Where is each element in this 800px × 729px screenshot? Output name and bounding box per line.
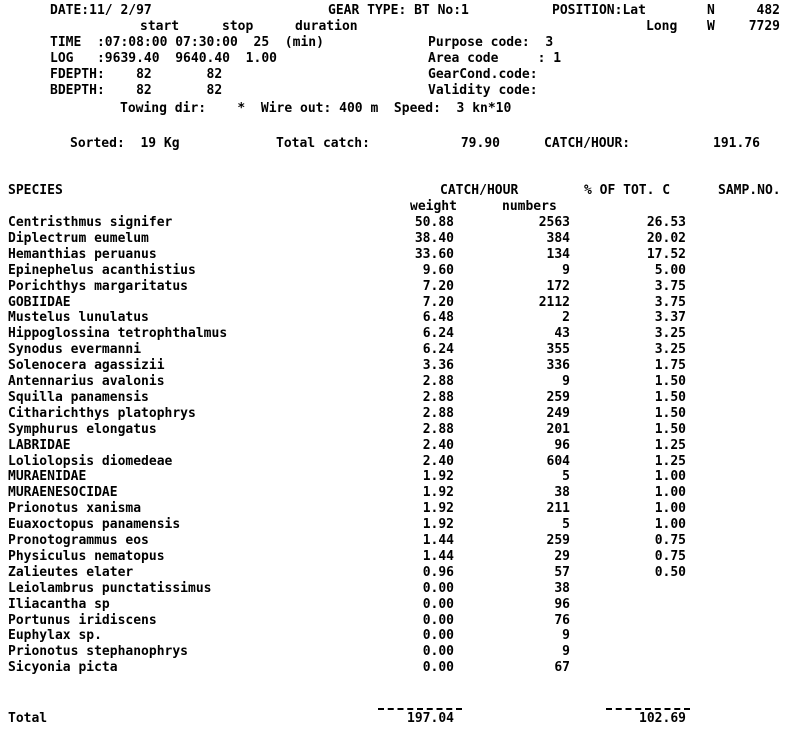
row-numbers: 9	[562, 628, 570, 643]
species-name: Portunus iridiscens	[8, 613, 157, 628]
gear-type: GEAR TYPE: BT No:1	[328, 3, 469, 18]
row-weight: 0.00	[422, 644, 454, 659]
row-weight: 7.20	[422, 295, 454, 310]
species-name: Porichthys margaritatus	[8, 279, 189, 294]
row-numbers: 5	[562, 517, 570, 532]
row-numbers: 2	[562, 310, 570, 325]
row-pct: 3.25	[654, 326, 686, 341]
position-label: POSITION:Lat	[552, 3, 646, 18]
species-name: Citharichthys platophrys	[8, 406, 196, 421]
log-row: LOG :9639.40 9640.40 1.00	[50, 51, 277, 66]
species-name: Mustelus lunulatus	[8, 310, 149, 325]
row-weight: 50.88	[414, 215, 454, 230]
towing-row: Towing dir: * Wire out: 400 m Speed: 3 kn*10	[120, 101, 512, 116]
species-name: Hippoglossina tetrophthalmus	[8, 326, 228, 341]
species-name: Euphylax sp.	[8, 628, 102, 643]
row-weight: 0.96	[422, 565, 454, 580]
row-numbers: 2112	[538, 295, 570, 310]
purpose-code: Purpose code: 3	[428, 35, 554, 50]
row-weight: 1.92	[422, 469, 454, 484]
row-weight: 9.60	[422, 263, 454, 278]
fdepth-row: FDEPTH: 82 82	[50, 67, 223, 82]
row-numbers: 259	[546, 390, 570, 405]
species-name: Diplectrum eumelum	[8, 231, 149, 246]
pct-header: % OF TOT. C	[584, 183, 671, 198]
row-pct: 0.50	[654, 565, 686, 580]
row-pct: 1.25	[654, 454, 686, 469]
row-numbers: 29	[554, 549, 570, 564]
weight-header: weight	[410, 199, 457, 214]
row-numbers: 9	[562, 644, 570, 659]
row-weight: 2.40	[422, 454, 454, 469]
row-numbers: 9	[562, 374, 570, 389]
lat-hemisphere: N	[707, 3, 715, 18]
row-numbers: 76	[554, 613, 570, 628]
species-name: Squilla panamensis	[8, 390, 149, 405]
species-name: Zalieutes elater	[8, 565, 134, 580]
species-name: Centristhmus signifer	[8, 215, 173, 230]
long-hemisphere: W	[707, 19, 715, 34]
species-name: Euaxoctopus panamensis	[8, 517, 181, 532]
pct-total-rule	[606, 708, 690, 710]
row-pct: 17.52	[646, 247, 686, 262]
row-pct: 1.50	[654, 390, 686, 405]
row-pct: 3.25	[654, 342, 686, 357]
col-duration: duration	[295, 19, 358, 34]
col-stop: stop	[222, 19, 254, 34]
row-pct: 1.00	[654, 517, 686, 532]
catch-hour-label: CATCH/HOUR:	[544, 136, 631, 151]
row-numbers: 211	[546, 501, 570, 516]
row-weight: 0.00	[422, 581, 454, 596]
species-name: Symphurus elongatus	[8, 422, 157, 437]
row-weight: 1.92	[422, 485, 454, 500]
row-pct: 1.50	[654, 422, 686, 437]
row-pct: 1.00	[654, 469, 686, 484]
row-weight: 6.24	[422, 326, 454, 341]
row-weight: 0.00	[422, 628, 454, 643]
row-weight: 33.60	[414, 247, 454, 262]
validity-code: Validity code:	[428, 83, 538, 98]
row-weight: 1.92	[422, 517, 454, 532]
row-numbers: 336	[546, 358, 570, 373]
total-label: Total	[8, 711, 48, 726]
row-numbers: 9	[562, 263, 570, 278]
row-pct: 3.75	[654, 295, 686, 310]
row-pct: 26.53	[646, 215, 686, 230]
row-pct: 1.00	[654, 485, 686, 500]
species-name: Synodus evermanni	[8, 342, 142, 357]
row-numbers: 259	[546, 533, 570, 548]
row-numbers: 172	[546, 279, 570, 294]
species-name: Hemanthias peruanus	[8, 247, 157, 262]
row-numbers: 355	[546, 342, 570, 357]
row-weight: 2.88	[422, 422, 454, 437]
row-pct: 1.50	[654, 406, 686, 421]
species-name: MURAENESOCIDAE	[8, 485, 118, 500]
species-name: Prionotus xanisma	[8, 501, 142, 516]
row-numbers: 134	[546, 247, 570, 262]
row-pct: 20.02	[646, 231, 686, 246]
row-pct: 1.00	[654, 501, 686, 516]
row-numbers: 249	[546, 406, 570, 421]
species-name: GOBIIDAE	[8, 295, 71, 310]
row-weight: 6.48	[422, 310, 454, 325]
row-weight: 2.88	[422, 406, 454, 421]
species-name: Pronotogrammus eos	[8, 533, 149, 548]
row-pct: 0.75	[654, 549, 686, 564]
row-weight: 6.24	[422, 342, 454, 357]
long-value: 7729	[748, 19, 780, 34]
species-header: SPECIES	[8, 183, 63, 198]
area-code: Area code : 1	[428, 51, 562, 66]
bdepth-row: BDEPTH: 82 82	[50, 83, 223, 98]
row-weight: 0.00	[422, 597, 454, 612]
row-numbers: 201	[546, 422, 570, 437]
row-weight: 38.40	[414, 231, 454, 246]
col-start: start	[140, 19, 180, 34]
row-pct: 3.37	[654, 310, 686, 325]
row-weight: 2.88	[422, 390, 454, 405]
row-numbers: 604	[546, 454, 570, 469]
row-numbers: 43	[554, 326, 570, 341]
gearcond-code: GearCond.code:	[428, 67, 538, 82]
weight-total-rule	[378, 708, 462, 710]
row-weight: 7.20	[422, 279, 454, 294]
species-name: MURAENIDAE	[8, 469, 87, 484]
species-name: Prionotus stephanophrys	[8, 644, 189, 659]
row-pct: 1.25	[654, 438, 686, 453]
date-label: DATE:11/ 2/97	[50, 3, 152, 18]
row-numbers: 57	[554, 565, 570, 580]
row-numbers: 5	[562, 469, 570, 484]
row-numbers: 96	[554, 438, 570, 453]
species-name: Epinephelus acanthistius	[8, 263, 196, 278]
row-numbers: 2563	[538, 215, 570, 230]
row-weight: 3.36	[422, 358, 454, 373]
row-pct: 0.75	[654, 533, 686, 548]
total-catch-label: Total catch:	[276, 136, 370, 151]
lat-value: 482	[756, 3, 780, 18]
row-pct: 1.75	[654, 358, 686, 373]
row-pct: 1.50	[654, 374, 686, 389]
row-weight: 0.00	[422, 613, 454, 628]
row-pct: 3.75	[654, 279, 686, 294]
row-pct: 5.00	[654, 263, 686, 278]
row-weight: 2.88	[422, 374, 454, 389]
numbers-header: numbers	[502, 199, 557, 214]
row-weight: 2.40	[422, 438, 454, 453]
samp-header: SAMP.NO.	[718, 183, 781, 198]
sorted-weight: Sorted: 19 Kg	[70, 136, 180, 151]
species-name: LABRIDAE	[8, 438, 71, 453]
catch-hour-value: 191.76	[713, 136, 760, 151]
time-row: TIME :07:08:00 07:30:00 25 (min)	[50, 35, 324, 50]
row-numbers: 38	[554, 581, 570, 596]
species-name: Iliacantha sp	[8, 597, 110, 612]
catch-hour-header: CATCH/HOUR	[440, 183, 519, 198]
row-numbers: 38	[554, 485, 570, 500]
row-numbers: 96	[554, 597, 570, 612]
species-name: Leiolambrus punctatissimus	[8, 581, 212, 596]
row-weight: 1.44	[422, 533, 454, 548]
long-label: Long	[646, 19, 678, 34]
row-numbers: 67	[554, 660, 570, 675]
species-name: Antennarius avalonis	[8, 374, 165, 389]
row-weight: 0.00	[422, 660, 454, 675]
row-weight: 1.92	[422, 501, 454, 516]
species-name: Loliolopsis diomedeae	[8, 454, 173, 469]
total-catch-value: 79.90	[460, 136, 500, 151]
species-name: Sicyonia picta	[8, 660, 118, 675]
row-numbers: 384	[546, 231, 570, 246]
species-name: Physiculus nematopus	[8, 549, 165, 564]
species-name: Solenocera agassizii	[8, 358, 165, 373]
row-weight: 1.44	[422, 549, 454, 564]
total-pct: 102.69	[639, 711, 686, 726]
total-weight: 197.04	[407, 711, 454, 726]
